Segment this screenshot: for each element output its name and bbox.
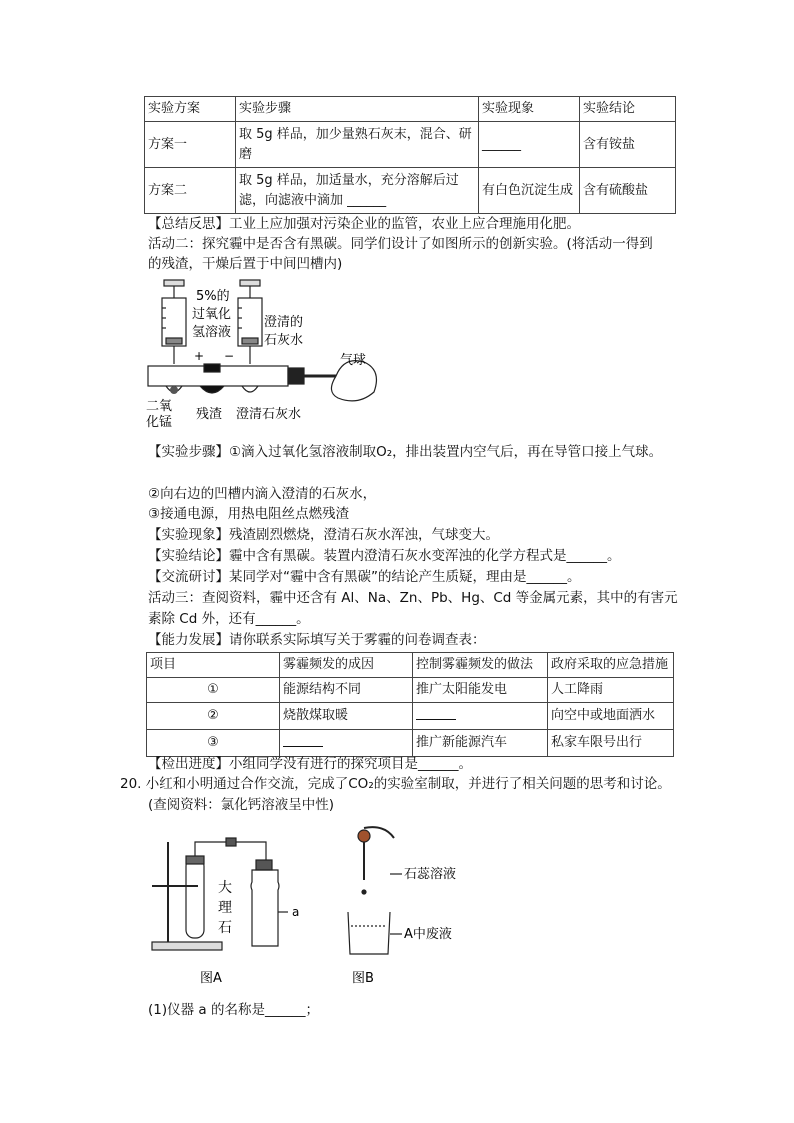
table-cell-blank: [413, 703, 548, 730]
table-header: 控制雾霾频发的做法: [413, 653, 548, 678]
mno2-label: 化锰: [146, 415, 173, 428]
step-3: ③接通电源，用热电阻丝点燃残渣: [148, 506, 350, 522]
activity3-text-cont: 素除 Cd 外，还有______。: [148, 611, 310, 627]
h2o2-label: 5%的: [196, 289, 230, 304]
h2o2-label: 过氧化: [192, 307, 232, 322]
smog-survey-table: [146, 652, 674, 757]
marble-label: 理: [218, 900, 232, 916]
activity3-text: 活动三：查阅资料，霾中还含有 Al、Na、Zn、Pb、Hg、Cd 等金属元素，其中的有害元: [148, 590, 678, 606]
table-header: 实验结论: [580, 97, 676, 122]
black-carbon-apparatus-figure: [140, 278, 440, 428]
table-header: 实验步骤: [236, 97, 479, 122]
table-cell: 有白色沉淀生成: [479, 168, 580, 214]
h2o2-label: 氢溶液: [192, 325, 232, 340]
table-cell: ②: [147, 703, 280, 730]
table-cell: 人工降雨: [548, 678, 674, 703]
collection-bottle-icon: [251, 860, 288, 946]
table-header: 项目: [147, 653, 280, 678]
table-row: [145, 122, 676, 168]
table-cell: 能源结构不同: [280, 678, 413, 703]
mno2-label: 二氧: [146, 399, 173, 414]
table-header-row: [145, 97, 676, 122]
discussion-text: 【交流研讨】某同学对“霾中含有黑碳”的结论产生质疑，理由是______。: [148, 569, 581, 585]
figure-b-caption: 图B: [352, 971, 374, 986]
co2-apparatus-figure: [148, 822, 468, 992]
experiment-table: [144, 96, 676, 214]
waste-liquid-label: A中废液: [404, 927, 452, 942]
question-20-note: (查阅资料：氯化钙溶液呈中性): [148, 797, 335, 813]
mno2-powder-icon: [170, 386, 178, 394]
limewater-bottom-label: 澄清石灰水: [236, 407, 302, 422]
limewater-label: 澄清的: [264, 315, 304, 330]
activity2-text-cont: 的残渣，干燥后置于中间凹槽内): [148, 256, 343, 272]
table-cell-blank: [280, 730, 413, 757]
table-cell: 推广太阳能发电: [413, 678, 548, 703]
table-cell: 含有铵盐: [580, 122, 676, 168]
activity2-text: 活动二：探究霾中是否含有黑碳。同学们设计了如图所示的创新实验。(将活动一得到: [148, 236, 653, 252]
table-cell: ③: [147, 730, 280, 757]
table-row: [147, 730, 674, 757]
minus-sign: −: [224, 349, 235, 363]
table-cell: 推广新能源汽车: [413, 730, 548, 757]
table-cell: ______: [479, 122, 580, 168]
marble-label: 石: [218, 920, 232, 936]
table-cell: 取 5g 样品，加适量水，充分溶解后过滤，向滤液中滴加 ______: [236, 168, 479, 214]
phenomenon-text: 【实验现象】残渣剧烈燃烧，澄清石灰水浑浊，气球变大。: [148, 527, 499, 543]
bottle-a-label: a: [292, 905, 300, 919]
question-20: 20. 小红和小明通过合作交流，完成了CO₂的实验室制取，并进行了相关问题的思考和讨论。: [120, 776, 671, 792]
summary-text: 【总结反思】工业上应加强对污染企业的监管，农业上应合理施用化肥。: [148, 216, 580, 232]
plus-sign: +: [194, 349, 205, 363]
table-header: 雾霾频发的成因: [280, 653, 413, 678]
ability-text: 【能力发展】请你联系实际填写关于雾霾的问卷调查表：: [148, 632, 486, 648]
iron-stand-icon: [152, 838, 266, 950]
table-row: [147, 703, 674, 730]
table-cell: 方案二: [145, 168, 236, 214]
progress-text: 【检出进度】小组同学没有进行的探究项目是______。: [148, 756, 472, 772]
marble-label: 大: [218, 880, 232, 896]
conclusion-text: 【实验结论】霾中含有黑碳。装置内澄清石灰水变浑浊的化学方程式是______。: [148, 548, 621, 564]
table-header: 实验现象: [479, 97, 580, 122]
residue-label: 残渣: [196, 407, 223, 422]
syringe-left-icon: [162, 280, 186, 364]
litmus-label: 石蕊溶液: [404, 867, 457, 882]
figure-a-caption: 图A: [200, 971, 222, 986]
table-cell: ①: [147, 678, 280, 703]
table-header: 实验方案: [145, 97, 236, 122]
balloon-label: 气球: [340, 353, 367, 368]
table-header: 政府采取的应急措施: [548, 653, 674, 678]
table-header-row: [147, 653, 674, 678]
dropper-hand-icon: [348, 827, 402, 954]
table-row: [147, 678, 674, 703]
step-1: 【实验步骤】①滴入过氧化氢溶液制取O₂，排出装置内空气后，再在导管口接上气球。: [148, 444, 663, 460]
table-cell: 烧散煤取暖: [280, 703, 413, 730]
table-cell: 方案一: [145, 122, 236, 168]
step-2: ②向右边的凹槽内滴入澄清的石灰水，: [148, 486, 377, 502]
question-20-part-1: (1)仪器 a 的名称是______；: [148, 1002, 319, 1018]
table-cell: 向空中或地面洒水: [548, 703, 674, 730]
syringe-right-icon: [238, 280, 262, 364]
table-row: [145, 168, 676, 214]
table-cell: 私家车限号出行: [548, 730, 674, 757]
table-cell: 含有硫酸盐: [580, 168, 676, 214]
table-cell: 取 5g 样品，加少量熟石灰末，混合、研磨: [236, 122, 479, 168]
limewater-label: 石灰水: [264, 333, 304, 348]
